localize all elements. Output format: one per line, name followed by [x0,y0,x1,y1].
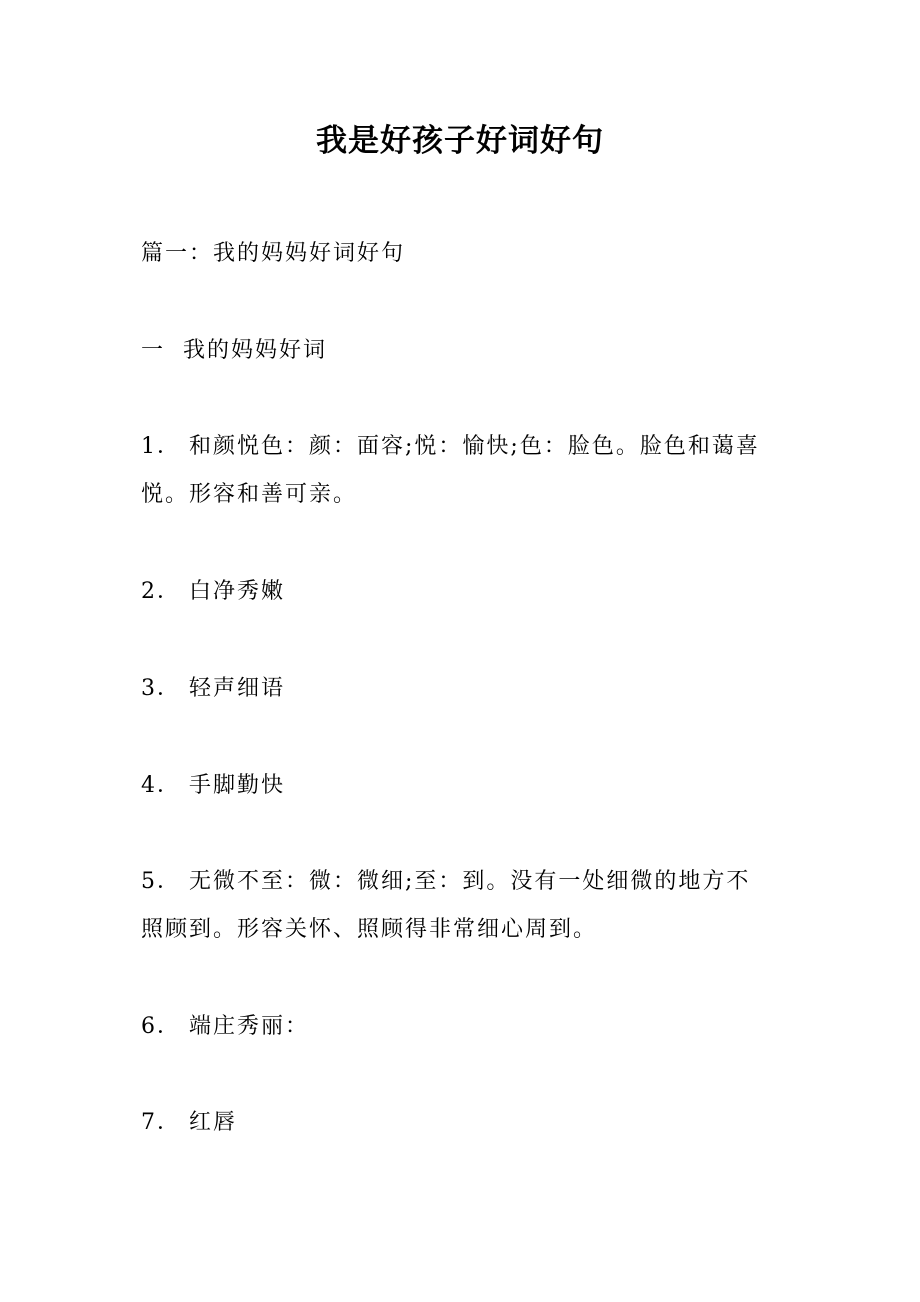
item-number: 7． [141,1110,181,1135]
item-text: 端庄秀丽： [189,1014,310,1039]
list-item [141,423,791,471]
list-item [141,568,791,616]
item-text-continued: 悦。形容和善可亲。 [141,482,358,507]
item-number: 1． [141,434,181,459]
item-number: 4． [141,773,181,798]
document-title: 我是好孩子好词好句 [316,123,604,159]
section-heading: 篇一：我的妈妈好词好句 [141,241,406,266]
item-text: 手脚勤快 [189,773,286,798]
item-number: 6． [141,1014,181,1039]
item-text: 白净秀嫩 [189,579,286,604]
item-text: 轻声细语 [189,676,286,701]
item-text: 无微不至：微：微细;至：到。没有一处细微的地方不 [189,869,751,894]
list-item [141,1099,791,1147]
list-item [141,1003,791,1051]
item-text-continued: 照顾到。形容关怀、照顾得非常细心周到。 [141,917,598,942]
list-item [141,858,791,906]
item-text: 红唇 [189,1110,238,1135]
item-number: 2． [141,579,181,604]
subheading: 一 我的妈妈好词 [141,338,327,363]
list-item [141,665,791,713]
list-item [141,762,791,810]
item-number: 5． [141,869,181,894]
item-number: 3． [141,676,181,701]
item-text: 和颜悦色：颜：面容;悦：愉快;色：脸色。脸色和蔼喜 [189,434,760,459]
